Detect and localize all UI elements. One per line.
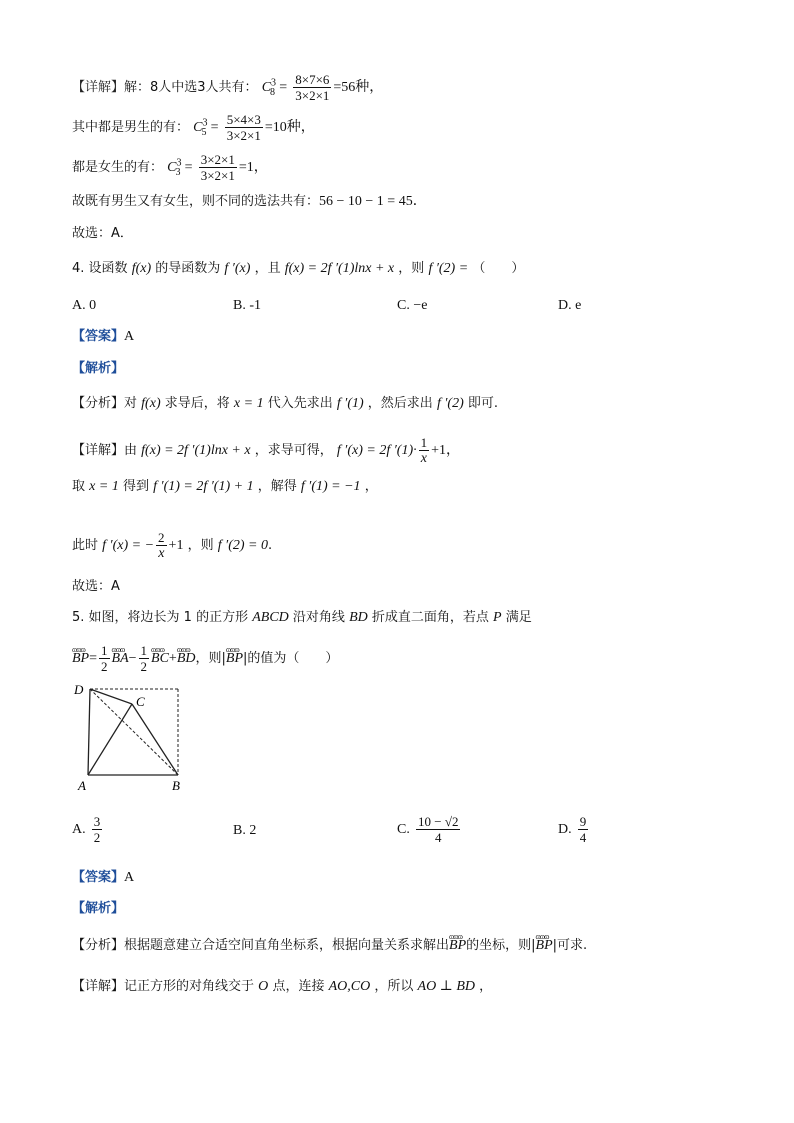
- fraction: [156, 530, 167, 561]
- vector-bp: ɷɷɷ BP: [536, 937, 553, 955]
- fraction: [92, 814, 103, 845]
- math: f ′(2) =: [428, 261, 469, 276]
- text: .: [267, 538, 273, 553]
- math: AO,CO: [328, 979, 371, 994]
- math: f ′(2) = 0: [217, 538, 268, 553]
- combination-sup: 3: [176, 157, 182, 169]
- q5-detail: [72, 978, 492, 996]
- text: 由: [124, 443, 138, 458]
- fraction: [293, 72, 331, 103]
- math: f(x): [131, 261, 152, 276]
- text: 即可.: [467, 396, 499, 411]
- q4-step-3: [72, 530, 272, 561]
- math: x = 1: [89, 479, 119, 494]
- detail-line-3: 都是女生的有： $C^3_3$ = $\frac{3\times 2\times 1}{3\times 2\times 1}$ =1，: [72, 152, 268, 183]
- q4-step-2: [72, 478, 378, 496]
- result: =1，: [238, 160, 268, 175]
- combination-sup: 3: [202, 117, 208, 129]
- result: =56种，: [333, 80, 384, 95]
- text: ，则|: [195, 651, 226, 666]
- text: 取: [72, 479, 86, 494]
- fraction-num: 3: [93, 814, 101, 829]
- fraction: [416, 814, 460, 845]
- combination-symbol: C: [167, 160, 177, 175]
- vector-bd: ɷɷɷ BD: [177, 650, 196, 668]
- math: f(x) = 2f ′(1)lnx + x: [284, 261, 395, 276]
- math: +: [168, 651, 177, 666]
- detail-tag: 【详解】: [72, 80, 125, 95]
- fraction: [139, 643, 150, 674]
- math: P: [493, 610, 502, 625]
- math: f(x) = 2f ′(1)lnx + x: [141, 443, 251, 458]
- vector-bp: ɷɷɷ BP: [72, 650, 89, 668]
- q5-choice-a: [72, 814, 104, 845]
- conclusion-text: 故选：A: [72, 579, 120, 594]
- text: ，则: [187, 538, 214, 553]
- fraction-den: 2: [93, 830, 101, 845]
- label-b: B: [172, 778, 180, 793]
- conclusion-text: 故选：A．: [72, 226, 133, 241]
- math: O: [258, 979, 269, 994]
- vector-ba: ɷɷɷ BA: [112, 650, 129, 668]
- label-a: A: [78, 778, 86, 793]
- fenxi-tag: 【分析】: [72, 396, 125, 411]
- fraction-num: 1: [140, 643, 148, 658]
- stem-part: 的导函数为: [155, 261, 221, 276]
- math: f ′(x): [224, 261, 251, 276]
- analysis-tag: 【解析】: [72, 361, 125, 376]
- fraction-num: 1: [420, 435, 428, 450]
- q4-choice-a: A. 0: [72, 298, 97, 313]
- text: 此时: [72, 538, 99, 553]
- fraction-den: 2: [101, 659, 108, 674]
- q5-analysis-heading: [72, 900, 124, 918]
- fraction-den: 3×2×1: [295, 88, 330, 103]
- choice-label: A.: [72, 822, 86, 837]
- fraction-den: 4: [579, 830, 587, 845]
- analysis-tag: 【解析】: [72, 901, 125, 916]
- fraction-den: 3×2×1: [200, 168, 235, 183]
- combination-sub: 8: [270, 86, 276, 98]
- text: ，然后求出: [367, 396, 433, 411]
- fraction-num: 8×7×6: [295, 72, 330, 87]
- detail-conclusion: [72, 225, 133, 243]
- vector-bp: ɷɷɷ BP: [449, 937, 466, 955]
- combination-sub: 5: [201, 126, 207, 138]
- fraction-den: x: [420, 451, 427, 466]
- edge-cb: [132, 704, 178, 775]
- text: |可求.: [552, 938, 588, 953]
- q4-final: [72, 578, 120, 596]
- answer-value: A: [124, 870, 135, 885]
- math: −: [128, 651, 137, 666]
- text: 根据题意建立合适空间直角坐标系，根据向量关系求解出: [124, 938, 450, 953]
- choice-label: C.: [397, 822, 410, 837]
- fraction-den: x: [158, 546, 165, 561]
- answer-value: A: [124, 329, 135, 344]
- folded-square-diagram: [70, 680, 190, 795]
- math: +1，: [431, 443, 461, 458]
- math: f ′(x) = 2f ′(1)·: [336, 443, 417, 458]
- fraction-den: 3×2×1: [226, 128, 261, 143]
- text: 求导后，将: [164, 396, 230, 411]
- text: |的值为（ ）: [243, 651, 339, 666]
- vector-bp: ɷɷɷ BP: [226, 650, 243, 668]
- stem-part: ，且: [254, 261, 281, 276]
- q4-choice-d: D. e: [558, 298, 582, 313]
- text: 点，连接: [272, 979, 325, 994]
- text: 的坐标，则|: [466, 938, 536, 953]
- vector-bc: ɷɷɷ BC: [151, 650, 169, 668]
- answer-tag: 【答案】: [72, 870, 125, 885]
- fraction-num: 10 − √2: [417, 814, 459, 829]
- detail-line-4: [72, 193, 427, 211]
- fraction-num: 9: [579, 814, 587, 829]
- stem-part: ，则: [398, 261, 425, 276]
- q4-choice-c: C. −e: [397, 298, 428, 313]
- combination-symbol: C: [193, 120, 203, 135]
- text: 记正方形的对角线交于: [124, 979, 255, 994]
- detail-text: 其中都是男生的有：: [72, 120, 190, 135]
- math: f ′(2): [436, 396, 464, 411]
- detail-line-2: 其中都是男生的有： $C^3_5$ = $\frac{5\times 4\times 3}{3\times 2\times 1}$ =10种，: [72, 112, 315, 143]
- detail-tag: 【详解】: [72, 443, 125, 458]
- stem-part: 沿对角线: [292, 610, 345, 625]
- fraction: [419, 435, 430, 466]
- text: 代入先求出: [267, 396, 333, 411]
- stem-part: 折成直二面角，若点: [371, 610, 489, 625]
- q4-choice-b: B. -1: [233, 298, 261, 313]
- diagonal-db: [90, 689, 178, 775]
- question-4-stem: [72, 260, 524, 278]
- fraction-den: 2: [140, 659, 148, 674]
- math: f ′(1) = −1: [300, 479, 361, 494]
- label-c: C: [136, 694, 145, 709]
- math: f(x): [141, 396, 161, 411]
- fraction-num: 1: [101, 643, 108, 658]
- q5-choice-d: [558, 814, 590, 845]
- q4-answer: [72, 328, 134, 346]
- fraction: [578, 814, 589, 845]
- answer-blank: （ ）: [472, 261, 525, 276]
- edge-da: [88, 689, 90, 775]
- q5-choice-c: [397, 814, 462, 845]
- text: ，: [479, 979, 493, 994]
- math: f ′(1) = 2f ′(1) + 1: [153, 479, 254, 494]
- combination-sub: 3: [175, 166, 181, 178]
- answer-tag: 【答案】: [72, 329, 125, 344]
- detail-tag: 【详解】: [72, 979, 125, 994]
- edge-ac: [88, 704, 132, 775]
- detail-text: 解：8人中选3人共有：: [124, 80, 258, 95]
- math: x = 1: [233, 396, 264, 411]
- fraction-num: 3×2×1: [200, 152, 235, 167]
- result: =10种，: [264, 120, 315, 135]
- stem-part: 5. 如图，将边长为 1 的正方形: [72, 610, 249, 625]
- text: ，所以: [374, 979, 414, 994]
- text: ，解得: [257, 479, 297, 494]
- text: ，求导可得，: [254, 443, 333, 458]
- expression: 56 − 10 − 1 = 45．: [319, 194, 427, 209]
- text: ，: [364, 479, 378, 494]
- detail-text: 都是女生的有：: [72, 160, 164, 175]
- q4-analysis-heading: [72, 360, 124, 378]
- fraction: [99, 643, 110, 674]
- combination-sup: 3: [271, 77, 277, 89]
- stem-part: 满足: [505, 610, 532, 625]
- fraction-num: 2: [158, 530, 165, 545]
- question-5-formula: [72, 643, 338, 674]
- fenxi-tag: 【分析】: [72, 938, 125, 953]
- math: AO ⊥ BD: [417, 979, 476, 994]
- q4-detail: [72, 435, 460, 466]
- math: f ′(1): [336, 396, 364, 411]
- text: 对: [124, 396, 138, 411]
- math: =: [89, 651, 98, 666]
- q5-answer: [72, 869, 134, 887]
- edge-dc: [90, 689, 132, 704]
- q4-fenxi: [72, 395, 498, 413]
- detail-text: 故既有男生又有女生，则不同的选法共有：: [72, 194, 320, 209]
- q5-choice-b: B. 2: [233, 823, 257, 838]
- text: 得到: [122, 479, 149, 494]
- choice-label: D.: [558, 822, 572, 837]
- label-d: D: [74, 682, 84, 697]
- q5-fenxi: [72, 937, 587, 955]
- math: +1: [168, 538, 184, 553]
- math: BD: [349, 610, 368, 625]
- fraction-den: 4: [434, 830, 442, 845]
- math: ABCD: [252, 610, 289, 625]
- fraction: [199, 152, 237, 183]
- combination-symbol: C: [261, 80, 272, 95]
- fraction: [225, 112, 263, 143]
- fraction-num: 5×4×3: [226, 112, 261, 127]
- stem-part: 4. 设函数: [72, 261, 128, 276]
- question-5-stem: [72, 609, 532, 627]
- detail-line-1: 【详解】解：8人中选3人共有： $C^3_8$ = $\frac{8\times 7\times 6}{3\times 2\times 1}$ =56种，: [72, 72, 384, 103]
- math: f ′(x) = −: [102, 538, 155, 553]
